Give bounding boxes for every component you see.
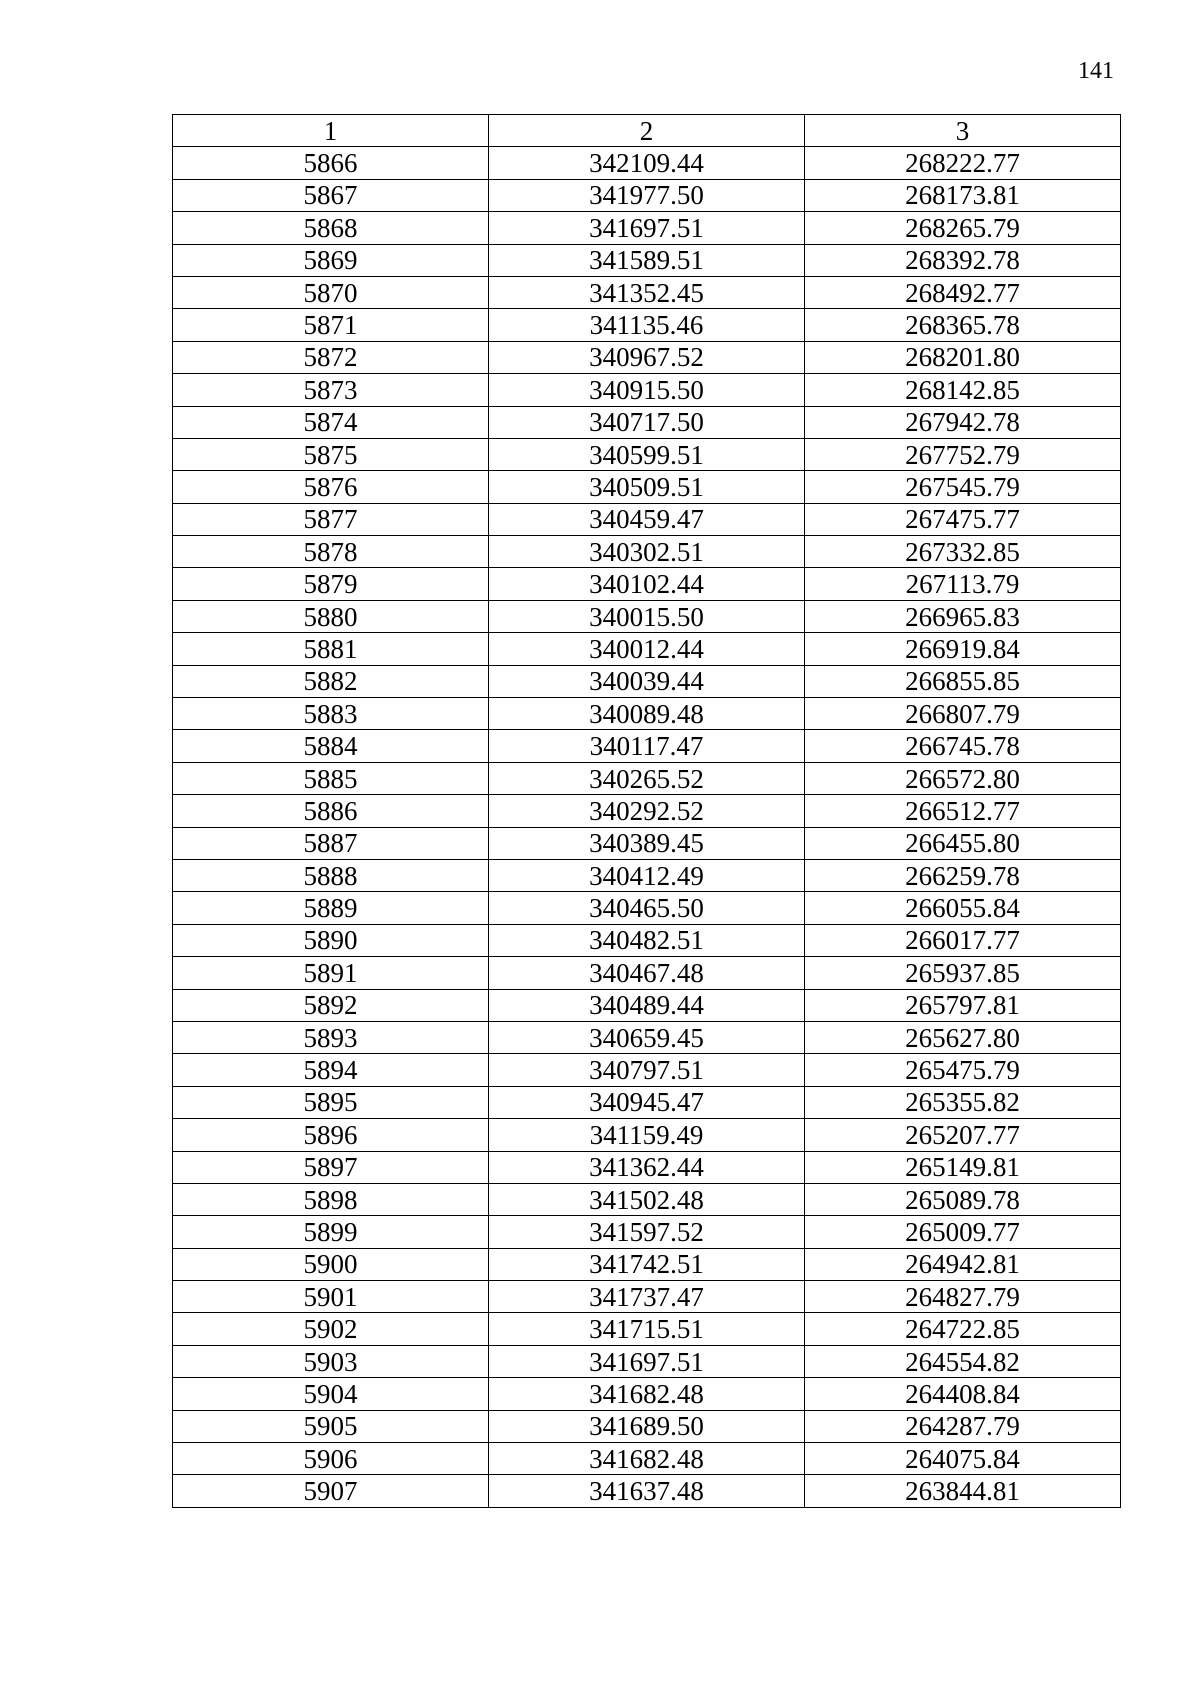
table-row bbox=[173, 341, 1121, 373]
table-row bbox=[173, 503, 1121, 535]
coordinate-x-cell: 341737.47 bbox=[489, 1281, 805, 1313]
coordinate-x-cell: 340302.51 bbox=[489, 536, 805, 568]
coordinate-y-cell: 263844.81 bbox=[805, 1475, 1121, 1507]
coordinate-x-cell: 340039.44 bbox=[489, 665, 805, 697]
table-row bbox=[173, 859, 1121, 891]
point-number-cell: 5867 bbox=[173, 179, 489, 211]
table-row bbox=[173, 665, 1121, 697]
table-row bbox=[173, 212, 1121, 244]
coordinate-x-cell: 341135.46 bbox=[489, 309, 805, 341]
point-number-cell: 5882 bbox=[173, 665, 489, 697]
coordinate-x-cell: 341689.50 bbox=[489, 1410, 805, 1442]
table-row bbox=[173, 1054, 1121, 1086]
coordinate-y-cell: 264722.85 bbox=[805, 1313, 1121, 1345]
table-row bbox=[173, 1410, 1121, 1442]
point-number-cell: 5888 bbox=[173, 859, 489, 891]
point-number-cell: 5875 bbox=[173, 438, 489, 470]
point-number-cell: 5893 bbox=[173, 1021, 489, 1053]
coordinate-y-cell: 268201.80 bbox=[805, 341, 1121, 373]
coordinate-x-cell: 341977.50 bbox=[489, 179, 805, 211]
coordinate-x-cell: 340292.52 bbox=[489, 795, 805, 827]
table-row bbox=[173, 276, 1121, 308]
page-number: 141 bbox=[1078, 58, 1114, 84]
point-number-cell: 5899 bbox=[173, 1216, 489, 1248]
table-row bbox=[173, 374, 1121, 406]
point-number-cell: 5892 bbox=[173, 989, 489, 1021]
table-row bbox=[173, 762, 1121, 794]
coordinate-y-cell: 267113.79 bbox=[805, 568, 1121, 600]
point-number-cell: 5902 bbox=[173, 1313, 489, 1345]
table-body bbox=[173, 147, 1121, 1507]
coordinate-y-cell: 264827.79 bbox=[805, 1281, 1121, 1313]
table-row bbox=[173, 1281, 1121, 1313]
table-row bbox=[173, 309, 1121, 341]
point-number-cell: 5877 bbox=[173, 503, 489, 535]
coordinate-y-cell: 265207.77 bbox=[805, 1119, 1121, 1151]
coordinate-x-cell: 340717.50 bbox=[489, 406, 805, 438]
point-number-cell: 5900 bbox=[173, 1248, 489, 1280]
coordinate-y-cell: 268142.85 bbox=[805, 374, 1121, 406]
coordinate-y-cell: 268265.79 bbox=[805, 212, 1121, 244]
coordinate-x-cell: 341715.51 bbox=[489, 1313, 805, 1345]
point-number-cell: 5907 bbox=[173, 1475, 489, 1507]
table-row bbox=[173, 892, 1121, 924]
point-number-cell: 5905 bbox=[173, 1410, 489, 1442]
coordinate-x-cell: 340465.50 bbox=[489, 892, 805, 924]
coordinate-y-cell: 265009.77 bbox=[805, 1216, 1121, 1248]
table-row bbox=[173, 1443, 1121, 1475]
coordinate-y-cell: 267332.85 bbox=[805, 536, 1121, 568]
coordinate-y-cell: 266572.80 bbox=[805, 762, 1121, 794]
coordinate-y-cell: 268392.78 bbox=[805, 244, 1121, 276]
table-row bbox=[173, 1216, 1121, 1248]
coordinate-y-cell: 265149.81 bbox=[805, 1151, 1121, 1183]
point-number-cell: 5894 bbox=[173, 1054, 489, 1086]
coordinate-y-cell: 268173.81 bbox=[805, 179, 1121, 211]
coordinate-x-cell: 341159.49 bbox=[489, 1119, 805, 1151]
point-number-cell: 5891 bbox=[173, 957, 489, 989]
coordinate-x-cell: 341589.51 bbox=[489, 244, 805, 276]
coordinate-x-cell: 340459.47 bbox=[489, 503, 805, 535]
point-number-cell: 5896 bbox=[173, 1119, 489, 1151]
coordinate-x-cell: 340659.45 bbox=[489, 1021, 805, 1053]
table-row bbox=[173, 730, 1121, 762]
header-row bbox=[173, 115, 1121, 147]
table-row bbox=[173, 244, 1121, 276]
coordinate-x-cell: 340915.50 bbox=[489, 374, 805, 406]
coordinate-y-cell: 266807.79 bbox=[805, 698, 1121, 730]
point-number-cell: 5869 bbox=[173, 244, 489, 276]
table-row bbox=[173, 438, 1121, 470]
coordinate-y-cell: 268492.77 bbox=[805, 276, 1121, 308]
table-row bbox=[173, 600, 1121, 632]
coordinate-y-cell: 266455.80 bbox=[805, 827, 1121, 859]
coordinate-x-cell: 341362.44 bbox=[489, 1151, 805, 1183]
table-row bbox=[173, 633, 1121, 665]
coordinate-x-cell: 341597.52 bbox=[489, 1216, 805, 1248]
point-number-cell: 5871 bbox=[173, 309, 489, 341]
table-row bbox=[173, 795, 1121, 827]
point-number-cell: 5874 bbox=[173, 406, 489, 438]
column-header: 3 bbox=[805, 115, 1121, 147]
column-header: 2 bbox=[489, 115, 805, 147]
table-row bbox=[173, 1248, 1121, 1280]
table-row bbox=[173, 471, 1121, 503]
point-number-cell: 5879 bbox=[173, 568, 489, 600]
coordinate-x-cell: 341697.51 bbox=[489, 212, 805, 244]
coordinates-table bbox=[172, 114, 1121, 1508]
point-number-cell: 5881 bbox=[173, 633, 489, 665]
table-row bbox=[173, 536, 1121, 568]
coordinate-y-cell: 265627.80 bbox=[805, 1021, 1121, 1053]
coordinate-x-cell: 340389.45 bbox=[489, 827, 805, 859]
coordinate-y-cell: 266017.77 bbox=[805, 924, 1121, 956]
coordinate-y-cell: 264942.81 bbox=[805, 1248, 1121, 1280]
coordinate-x-cell: 341502.48 bbox=[489, 1183, 805, 1215]
coordinate-x-cell: 340509.51 bbox=[489, 471, 805, 503]
point-number-cell: 5885 bbox=[173, 762, 489, 794]
coordinate-y-cell: 264075.84 bbox=[805, 1443, 1121, 1475]
point-number-cell: 5886 bbox=[173, 795, 489, 827]
table-row bbox=[173, 827, 1121, 859]
point-number-cell: 5873 bbox=[173, 374, 489, 406]
point-number-cell: 5878 bbox=[173, 536, 489, 568]
table-row bbox=[173, 1151, 1121, 1183]
coordinate-x-cell: 341682.48 bbox=[489, 1378, 805, 1410]
table-row bbox=[173, 1021, 1121, 1053]
coordinate-x-cell: 340102.44 bbox=[489, 568, 805, 600]
point-number-cell: 5870 bbox=[173, 276, 489, 308]
coordinate-x-cell: 340967.52 bbox=[489, 341, 805, 373]
coordinate-y-cell: 265475.79 bbox=[805, 1054, 1121, 1086]
coordinate-y-cell: 266965.83 bbox=[805, 600, 1121, 632]
coordinate-y-cell: 266919.84 bbox=[805, 633, 1121, 665]
point-number-cell: 5883 bbox=[173, 698, 489, 730]
table-row bbox=[173, 924, 1121, 956]
coordinate-x-cell: 340265.52 bbox=[489, 762, 805, 794]
coordinate-y-cell: 265355.82 bbox=[805, 1086, 1121, 1118]
coordinate-x-cell: 340797.51 bbox=[489, 1054, 805, 1086]
table-row bbox=[173, 1378, 1121, 1410]
coordinate-x-cell: 342109.44 bbox=[489, 147, 805, 179]
point-number-cell: 5872 bbox=[173, 341, 489, 373]
coordinate-y-cell: 268365.78 bbox=[805, 309, 1121, 341]
point-number-cell: 5906 bbox=[173, 1443, 489, 1475]
table-row bbox=[173, 989, 1121, 1021]
point-number-cell: 5903 bbox=[173, 1345, 489, 1377]
point-number-cell: 5898 bbox=[173, 1183, 489, 1215]
coordinate-y-cell: 266259.78 bbox=[805, 859, 1121, 891]
coordinate-y-cell: 268222.77 bbox=[805, 147, 1121, 179]
point-number-cell: 5890 bbox=[173, 924, 489, 956]
table-row bbox=[173, 957, 1121, 989]
coordinate-y-cell: 264408.84 bbox=[805, 1378, 1121, 1410]
coordinate-x-cell: 341682.48 bbox=[489, 1443, 805, 1475]
coordinate-x-cell: 340015.50 bbox=[489, 600, 805, 632]
coordinate-x-cell: 340412.49 bbox=[489, 859, 805, 891]
table-row bbox=[173, 406, 1121, 438]
table-row bbox=[173, 1086, 1121, 1118]
coordinate-y-cell: 264554.82 bbox=[805, 1345, 1121, 1377]
coordinate-y-cell: 265089.78 bbox=[805, 1183, 1121, 1215]
table-row bbox=[173, 1119, 1121, 1151]
coordinate-x-cell: 340089.48 bbox=[489, 698, 805, 730]
coordinate-x-cell: 340117.47 bbox=[489, 730, 805, 762]
point-number-cell: 5884 bbox=[173, 730, 489, 762]
point-number-cell: 5887 bbox=[173, 827, 489, 859]
table-row bbox=[173, 698, 1121, 730]
point-number-cell: 5904 bbox=[173, 1378, 489, 1410]
table-row bbox=[173, 147, 1121, 179]
point-number-cell: 5901 bbox=[173, 1281, 489, 1313]
coordinate-y-cell: 266055.84 bbox=[805, 892, 1121, 924]
column-header: 1 bbox=[173, 115, 489, 147]
table-row bbox=[173, 1183, 1121, 1215]
coordinate-y-cell: 267545.79 bbox=[805, 471, 1121, 503]
coordinate-y-cell: 265797.81 bbox=[805, 989, 1121, 1021]
coordinate-y-cell: 264287.79 bbox=[805, 1410, 1121, 1442]
table-row bbox=[173, 1475, 1121, 1507]
table-header bbox=[173, 115, 1121, 147]
coordinate-y-cell: 267475.77 bbox=[805, 503, 1121, 535]
coordinate-y-cell: 266745.78 bbox=[805, 730, 1121, 762]
table-row bbox=[173, 568, 1121, 600]
point-number-cell: 5876 bbox=[173, 471, 489, 503]
table-row bbox=[173, 179, 1121, 211]
point-number-cell: 5889 bbox=[173, 892, 489, 924]
coordinate-x-cell: 340489.44 bbox=[489, 989, 805, 1021]
point-number-cell: 5897 bbox=[173, 1151, 489, 1183]
coordinate-x-cell: 340482.51 bbox=[489, 924, 805, 956]
coordinate-x-cell: 340599.51 bbox=[489, 438, 805, 470]
table-row bbox=[173, 1313, 1121, 1345]
coordinate-x-cell: 340467.48 bbox=[489, 957, 805, 989]
point-number-cell: 5866 bbox=[173, 147, 489, 179]
coordinate-x-cell: 340012.44 bbox=[489, 633, 805, 665]
coordinate-x-cell: 340945.47 bbox=[489, 1086, 805, 1118]
coordinate-x-cell: 341697.51 bbox=[489, 1345, 805, 1377]
coordinates-table-container bbox=[172, 114, 1120, 1508]
coordinate-x-cell: 341742.51 bbox=[489, 1248, 805, 1280]
point-number-cell: 5868 bbox=[173, 212, 489, 244]
coordinate-x-cell: 341637.48 bbox=[489, 1475, 805, 1507]
coordinate-y-cell: 267942.78 bbox=[805, 406, 1121, 438]
coordinate-x-cell: 341352.45 bbox=[489, 276, 805, 308]
table-row bbox=[173, 1345, 1121, 1377]
coordinate-y-cell: 266855.85 bbox=[805, 665, 1121, 697]
point-number-cell: 5880 bbox=[173, 600, 489, 632]
coordinate-y-cell: 265937.85 bbox=[805, 957, 1121, 989]
coordinate-y-cell: 266512.77 bbox=[805, 795, 1121, 827]
point-number-cell: 5895 bbox=[173, 1086, 489, 1118]
coordinate-y-cell: 267752.79 bbox=[805, 438, 1121, 470]
